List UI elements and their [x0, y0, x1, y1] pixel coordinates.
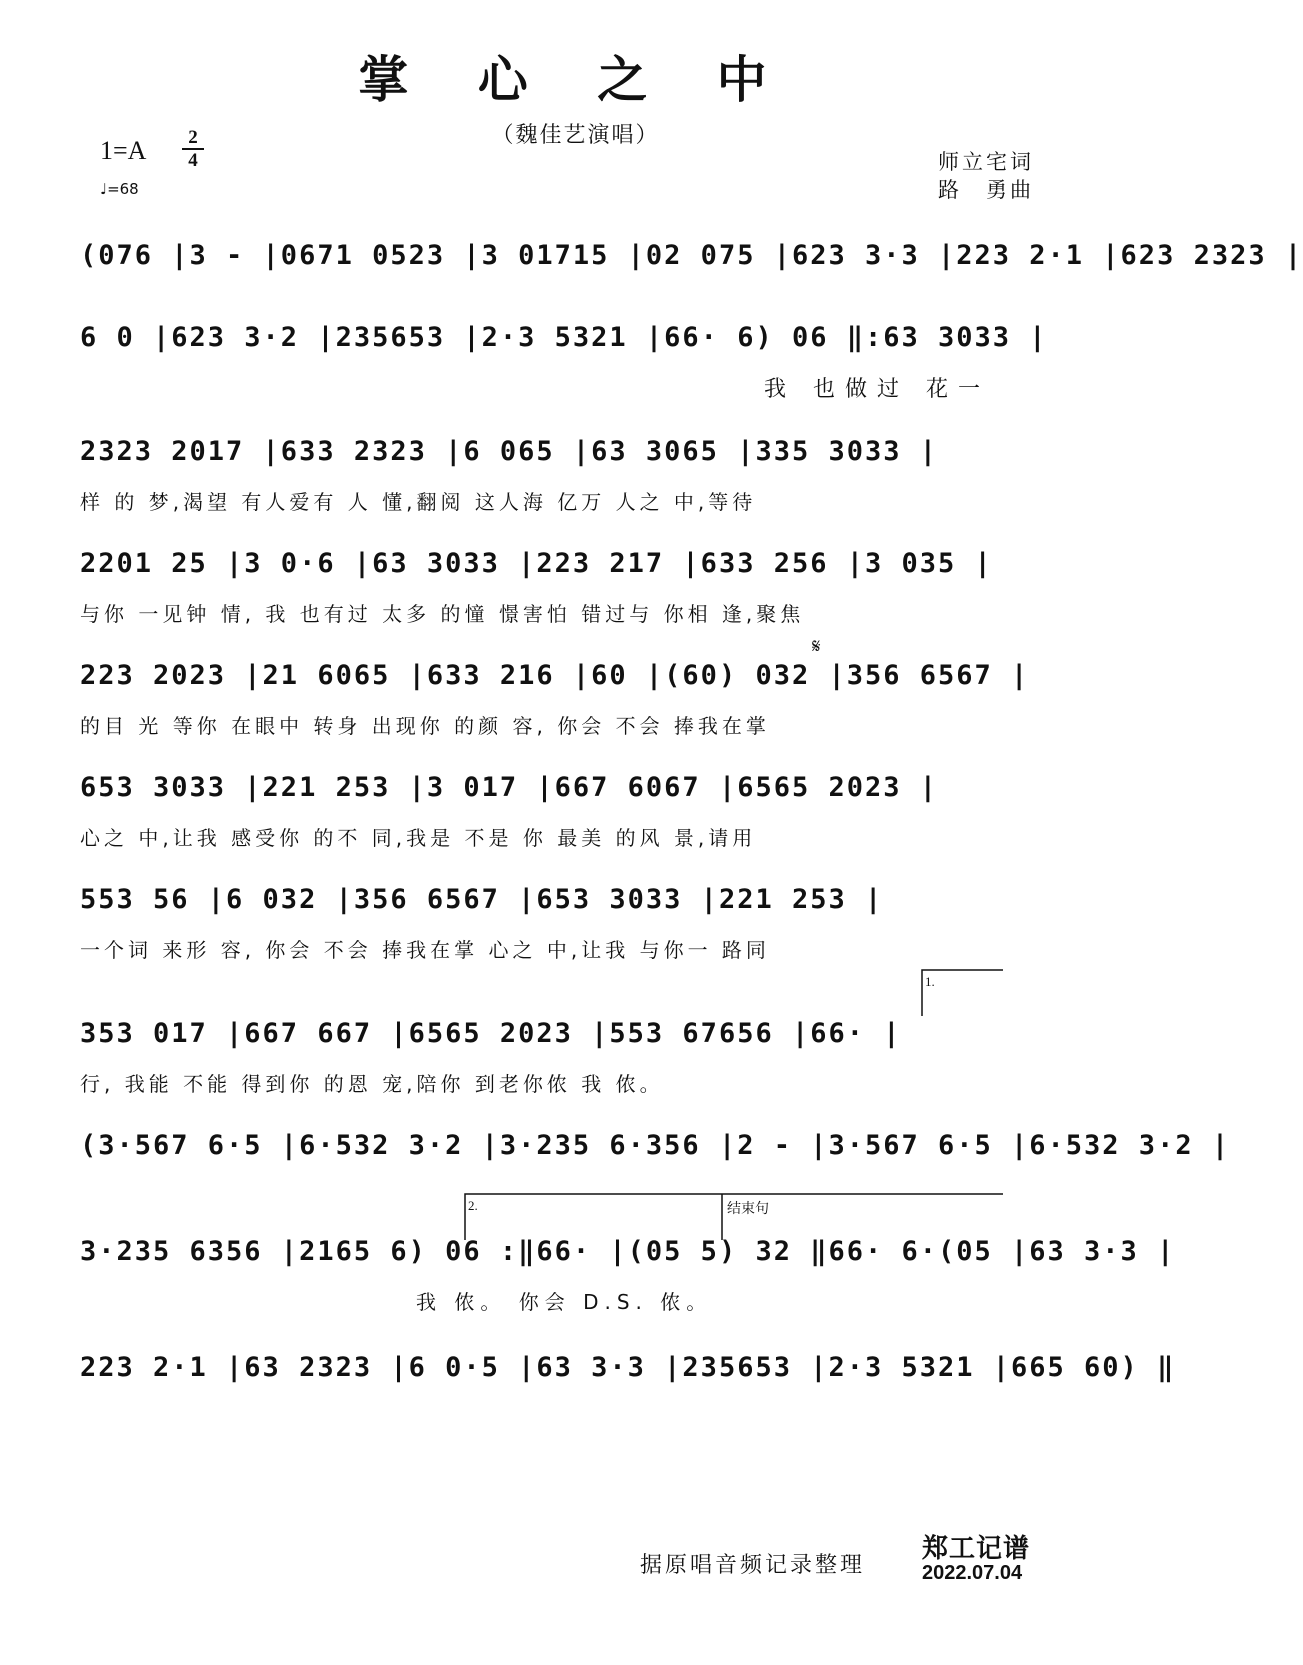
singer-subtitle: （魏佳艺演唱）: [491, 123, 660, 148]
tempo-marking: ♩=68: [100, 180, 139, 198]
footer-note: 据原唱音频记录整理: [640, 1553, 866, 1578]
score-line-8-lyrics: 行, 我能 不能 得到你 的恩 宠,陪你 到老你侬 我 侬。: [80, 1072, 664, 1096]
score-line-1-notes: (076 |3 - |0671 0523 |3 01715 |02 075 |623 3·3 |223 2·1 |623 2323 |: [80, 240, 1303, 271]
composer-credit: 路 勇曲: [938, 178, 1034, 202]
score-line-6-lyrics: 心之 中,让我 感受你 的不 同,我是 不是 你 最美 的风 景,请用: [80, 826, 757, 850]
score-line-2-lyrics: 我 也做过 花一: [764, 377, 990, 402]
lyricist-credit: 师立宅词: [938, 150, 1034, 174]
volta-1-label: 1.: [925, 974, 935, 989]
score-line-8-notes: 353 017 |667 667 |6565 2023 |553 67656 |66· |: [80, 1018, 902, 1049]
score-line-10-lyrics: 我 侬。 你会 D.S. 侬。: [416, 1290, 713, 1314]
score-line-11-notes: 223 2·1 |63 2323 |6 0·5 |63 3·3 |235653 |2·3 5321 |665 60) ‖: [80, 1352, 1176, 1383]
score-line-2-notes: 6 0 |623 3·2 |235653 |2·3 5321 |66· 6) 06 ‖:63 3033 |: [80, 322, 1048, 353]
score-line-3-lyrics: 样 的 梦,渴望 有人爱有 人 懂,翻阅 这人海 亿万 人之 中,等待: [80, 490, 757, 514]
score-line-10-notes: 3·235 6356 |2165 6) 06 :‖66· |(05 5) 32 ‖66· 6·(05 |63 3·3 |: [80, 1236, 1176, 1267]
key-signature: 1=A: [100, 136, 147, 165]
time-signature-bottom: 4: [188, 150, 198, 171]
score-line-3-notes: 2323 2017 |633 2323 |6 065 |63 3065 |335 3033 |: [80, 436, 939, 467]
score-line-7-notes: 553 56 |6 032 |356 6567 |653 3033 |221 253 |: [80, 884, 884, 915]
song-title: 掌 心 之 中: [358, 51, 793, 109]
segno-sign: 𝄋: [812, 634, 821, 658]
score-line-6-notes: 653 3033 |221 253 |3 017 |667 6067 |6565 2023 |: [80, 772, 939, 803]
volta-1-bracket: [922, 970, 1003, 1016]
volta-2-label: 2.: [468, 1198, 478, 1213]
time-signature-top: 2: [188, 127, 198, 148]
footer-brand: 郑工记谱: [922, 1534, 1031, 1564]
score-line-9-notes: (3·567 6·5 |6·532 3·2 |3·235 6·356 |2 - |3·567 6·5 |6·532 3·2 |: [80, 1130, 1231, 1161]
volta-2-bracket: [465, 1194, 1003, 1240]
score-line-7-lyrics: 一个词 来形 容, 你会 不会 捧我在掌 心之 中,让我 与你一 路同: [80, 938, 770, 962]
footer-date: 2022.07.04: [922, 1562, 1023, 1584]
score-line-5-lyrics: 的目 光 等你 在眼中 转身 出现你 的颜 容, 你会 不会 捧我在掌: [80, 714, 770, 738]
ending-label: 结束句: [727, 1201, 769, 1217]
score-line-5-notes: 223 2023 |21 6065 |633 216 |60 |(60) 032 |356 6567 |: [80, 660, 1030, 691]
score-line-4-notes: 2201 25 |3 0·6 |63 3033 |223 217 |633 256 |3 035 |: [80, 548, 993, 579]
score-line-4-lyrics: 与你 一见钟 情, 我 也有过 太多 的憧 憬害怕 错过与 你相 逢,聚焦: [80, 602, 805, 626]
